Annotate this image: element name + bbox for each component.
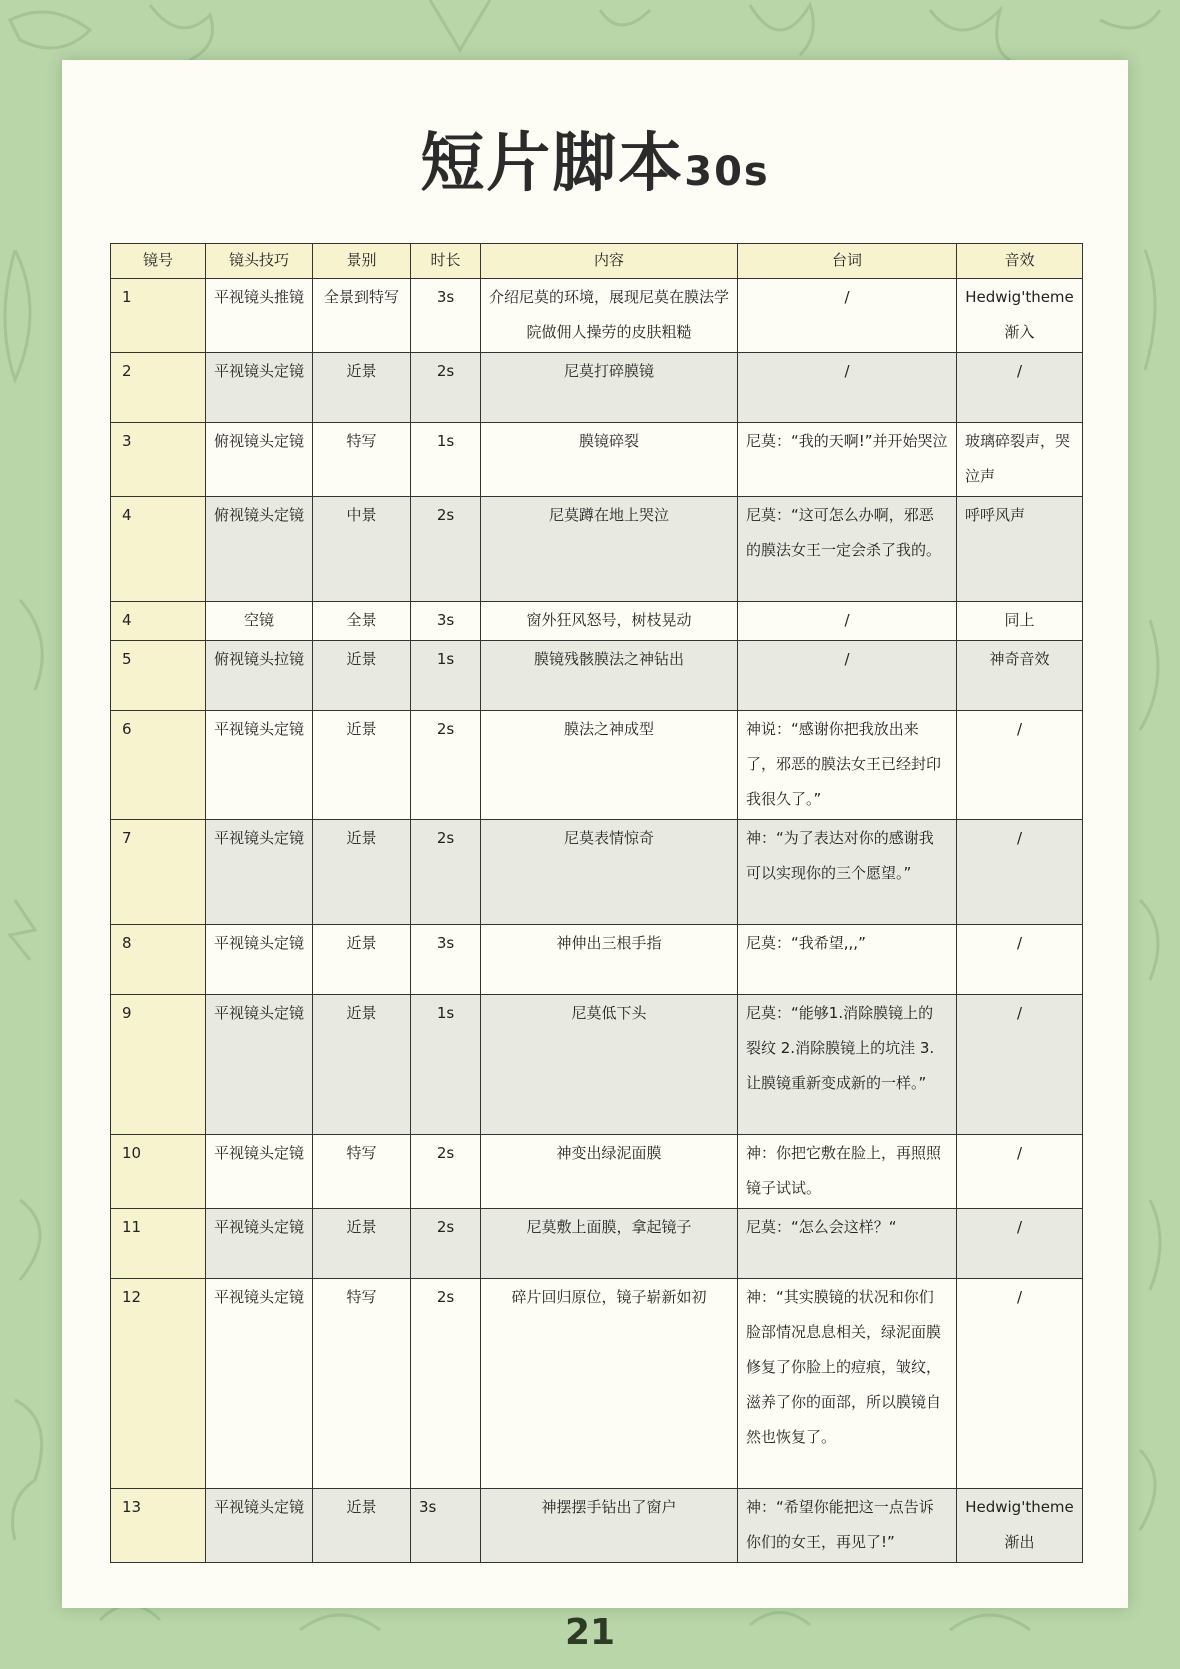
content: 介绍尼莫的环境，展现尼莫在膜法学院做佣人操劳的皮肤粗糙	[481, 279, 738, 353]
table-row	[111, 1489, 1083, 1563]
title-main: 短片脚本	[420, 127, 685, 201]
duration: 1s	[411, 423, 481, 497]
duration: 2s	[411, 711, 481, 820]
sound-effect: /	[957, 995, 1083, 1135]
sound-effect: 玻璃碎裂声，哭泣声	[957, 423, 1083, 497]
table-row	[111, 353, 1083, 423]
table-row	[111, 925, 1083, 995]
dialogue: /	[738, 641, 957, 711]
shot-size: 近景	[313, 1209, 411, 1279]
dialogue: 尼莫：“我希望,,,”	[738, 925, 957, 995]
content: 膜镜碎裂	[481, 423, 738, 497]
shot-size: 近景	[313, 995, 411, 1135]
content: 尼莫低下头	[481, 995, 738, 1135]
shot-number: 4	[111, 497, 206, 602]
content: 膜法之神成型	[481, 711, 738, 820]
table-row	[111, 1209, 1083, 1279]
column-header: 时长	[411, 244, 481, 279]
duration: 2s	[411, 1209, 481, 1279]
camera-technique: 空镜	[206, 602, 313, 641]
column-header: 镜头技巧	[206, 244, 313, 279]
duration: 2s	[411, 1279, 481, 1489]
camera-technique: 平视镜头定镜	[206, 711, 313, 820]
sound-effect: Hedwig'theme渐入	[957, 279, 1083, 353]
page-number: 21	[564, 1612, 616, 1653]
camera-technique: 平视镜头定镜	[206, 1209, 313, 1279]
shot-number: 3	[111, 423, 206, 497]
camera-technique: 平视镜头定镜	[206, 820, 313, 925]
dialogue: /	[738, 602, 957, 641]
duration: 3s	[411, 1489, 481, 1563]
sound-effect: /	[957, 353, 1083, 423]
table-row	[111, 1135, 1083, 1209]
dialogue: /	[738, 279, 957, 353]
camera-technique: 平视镜头定镜	[206, 1489, 313, 1563]
column-header: 景别	[313, 244, 411, 279]
content: 尼莫打碎膜镜	[481, 353, 738, 423]
table-row	[111, 423, 1083, 497]
duration: 1s	[411, 641, 481, 711]
duration: 3s	[411, 279, 481, 353]
shot-size: 近景	[313, 1489, 411, 1563]
shot-size: 近景	[313, 353, 411, 423]
camera-technique: 平视镜头定镜	[206, 1279, 313, 1489]
shot-number: 4	[111, 602, 206, 641]
shot-size: 特写	[313, 423, 411, 497]
page-title	[62, 112, 1128, 204]
column-header: 镜号	[111, 244, 206, 279]
duration: 2s	[411, 497, 481, 602]
shot-size: 近景	[313, 641, 411, 711]
duration: 3s	[411, 602, 481, 641]
camera-technique: 平视镜头定镜	[206, 1135, 313, 1209]
content: 膜镜残骸膜法之神钻出	[481, 641, 738, 711]
table-row	[111, 1279, 1083, 1489]
sound-effect: /	[957, 925, 1083, 995]
shot-number: 2	[111, 353, 206, 423]
shot-number: 1	[111, 279, 206, 353]
content: 尼莫表情惊奇	[481, 820, 738, 925]
dialogue: 神：“希望你能把这一点告诉你们的女王，再见了!”	[738, 1489, 957, 1563]
shot-size: 全景到特写	[313, 279, 411, 353]
column-header: 台词	[738, 244, 957, 279]
table-row	[111, 641, 1083, 711]
table-row	[111, 497, 1083, 602]
camera-technique: 俯视镜头定镜	[206, 423, 313, 497]
table-row	[111, 602, 1083, 641]
sound-effect: /	[957, 711, 1083, 820]
content: 碎片回归原位，镜子崭新如初	[481, 1279, 738, 1489]
sound-effect: /	[957, 1209, 1083, 1279]
dialogue: 神：“其实膜镜的状况和你们脸部情况息息相关，绿泥面膜修复了你脸上的痘痕，皱纹，滋养了你的面部，所以膜镜自然也恢复了。	[738, 1279, 957, 1489]
shot-number: 5	[111, 641, 206, 711]
camera-technique: 平视镜头定镜	[206, 353, 313, 423]
content: 神伸出三根手指	[481, 925, 738, 995]
sound-effect: /	[957, 1279, 1083, 1489]
dialogue: 尼莫：“怎么会这样？“	[738, 1209, 957, 1279]
duration: 2s	[411, 353, 481, 423]
shot-size: 近景	[313, 711, 411, 820]
dialogue: 神说：“感谢你把我放出来了，邪恶的膜法女王已经封印我很久了。”	[738, 711, 957, 820]
content: 神变出绿泥面膜	[481, 1135, 738, 1209]
shot-number: 13	[111, 1489, 206, 1563]
table-row	[111, 995, 1083, 1135]
table-row	[111, 820, 1083, 925]
column-header: 音效	[957, 244, 1083, 279]
camera-technique: 平视镜头推镜	[206, 279, 313, 353]
shot-size: 全景	[313, 602, 411, 641]
shot-number: 8	[111, 925, 206, 995]
sound-effect: 神奇音效	[957, 641, 1083, 711]
sound-effect: /	[957, 820, 1083, 925]
shot-number: 6	[111, 711, 206, 820]
shot-size: 中景	[313, 497, 411, 602]
dialogue: 神：“为了表达对你的感谢我可以实现你的三个愿望。”	[738, 820, 957, 925]
table-header-row	[111, 244, 1083, 279]
duration: 1s	[411, 995, 481, 1135]
dialogue: 尼莫：“能够1.消除膜镜上的裂纹 2.消除膜镜上的坑洼 3.让膜镜重新变成新的一样。”	[738, 995, 957, 1135]
shot-number: 11	[111, 1209, 206, 1279]
shot-number: 7	[111, 820, 206, 925]
camera-technique: 平视镜头定镜	[206, 925, 313, 995]
content: 窗外狂风怒号，树枝晃动	[481, 602, 738, 641]
shot-number: 12	[111, 1279, 206, 1489]
duration: 2s	[411, 1135, 481, 1209]
shot-number: 9	[111, 995, 206, 1135]
shot-size: 特写	[313, 1279, 411, 1489]
title-sub: 30s	[684, 149, 770, 195]
content: 神摆摆手钻出了窗户	[481, 1489, 738, 1563]
camera-technique: 俯视镜头定镜	[206, 497, 313, 602]
sound-effect: /	[957, 1135, 1083, 1209]
dialogue: 尼莫：“这可怎么办啊，邪恶的膜法女王一定会杀了我的。	[738, 497, 957, 602]
duration: 2s	[411, 820, 481, 925]
table-row	[111, 279, 1083, 353]
shot-size: 特写	[313, 1135, 411, 1209]
duration: 3s	[411, 925, 481, 995]
camera-technique: 俯视镜头拉镜	[206, 641, 313, 711]
shot-size: 近景	[313, 820, 411, 925]
content: 尼莫敷上面膜，拿起镜子	[481, 1209, 738, 1279]
script-table	[110, 243, 1083, 1563]
dialogue: 神：你把它敷在脸上，再照照镜子试试。	[738, 1135, 957, 1209]
camera-technique: 平视镜头定镜	[206, 995, 313, 1135]
shot-size: 近景	[313, 925, 411, 995]
sound-effect: 同上	[957, 602, 1083, 641]
dialogue: 尼莫：“我的天啊!”并开始哭泣	[738, 423, 957, 497]
content: 尼莫蹲在地上哭泣	[481, 497, 738, 602]
sound-effect: 呼呼风声	[957, 497, 1083, 602]
dialogue: /	[738, 353, 957, 423]
shot-number: 10	[111, 1135, 206, 1209]
column-header: 内容	[481, 244, 738, 279]
sound-effect: Hedwig'theme渐出	[957, 1489, 1083, 1563]
table-row	[111, 711, 1083, 820]
